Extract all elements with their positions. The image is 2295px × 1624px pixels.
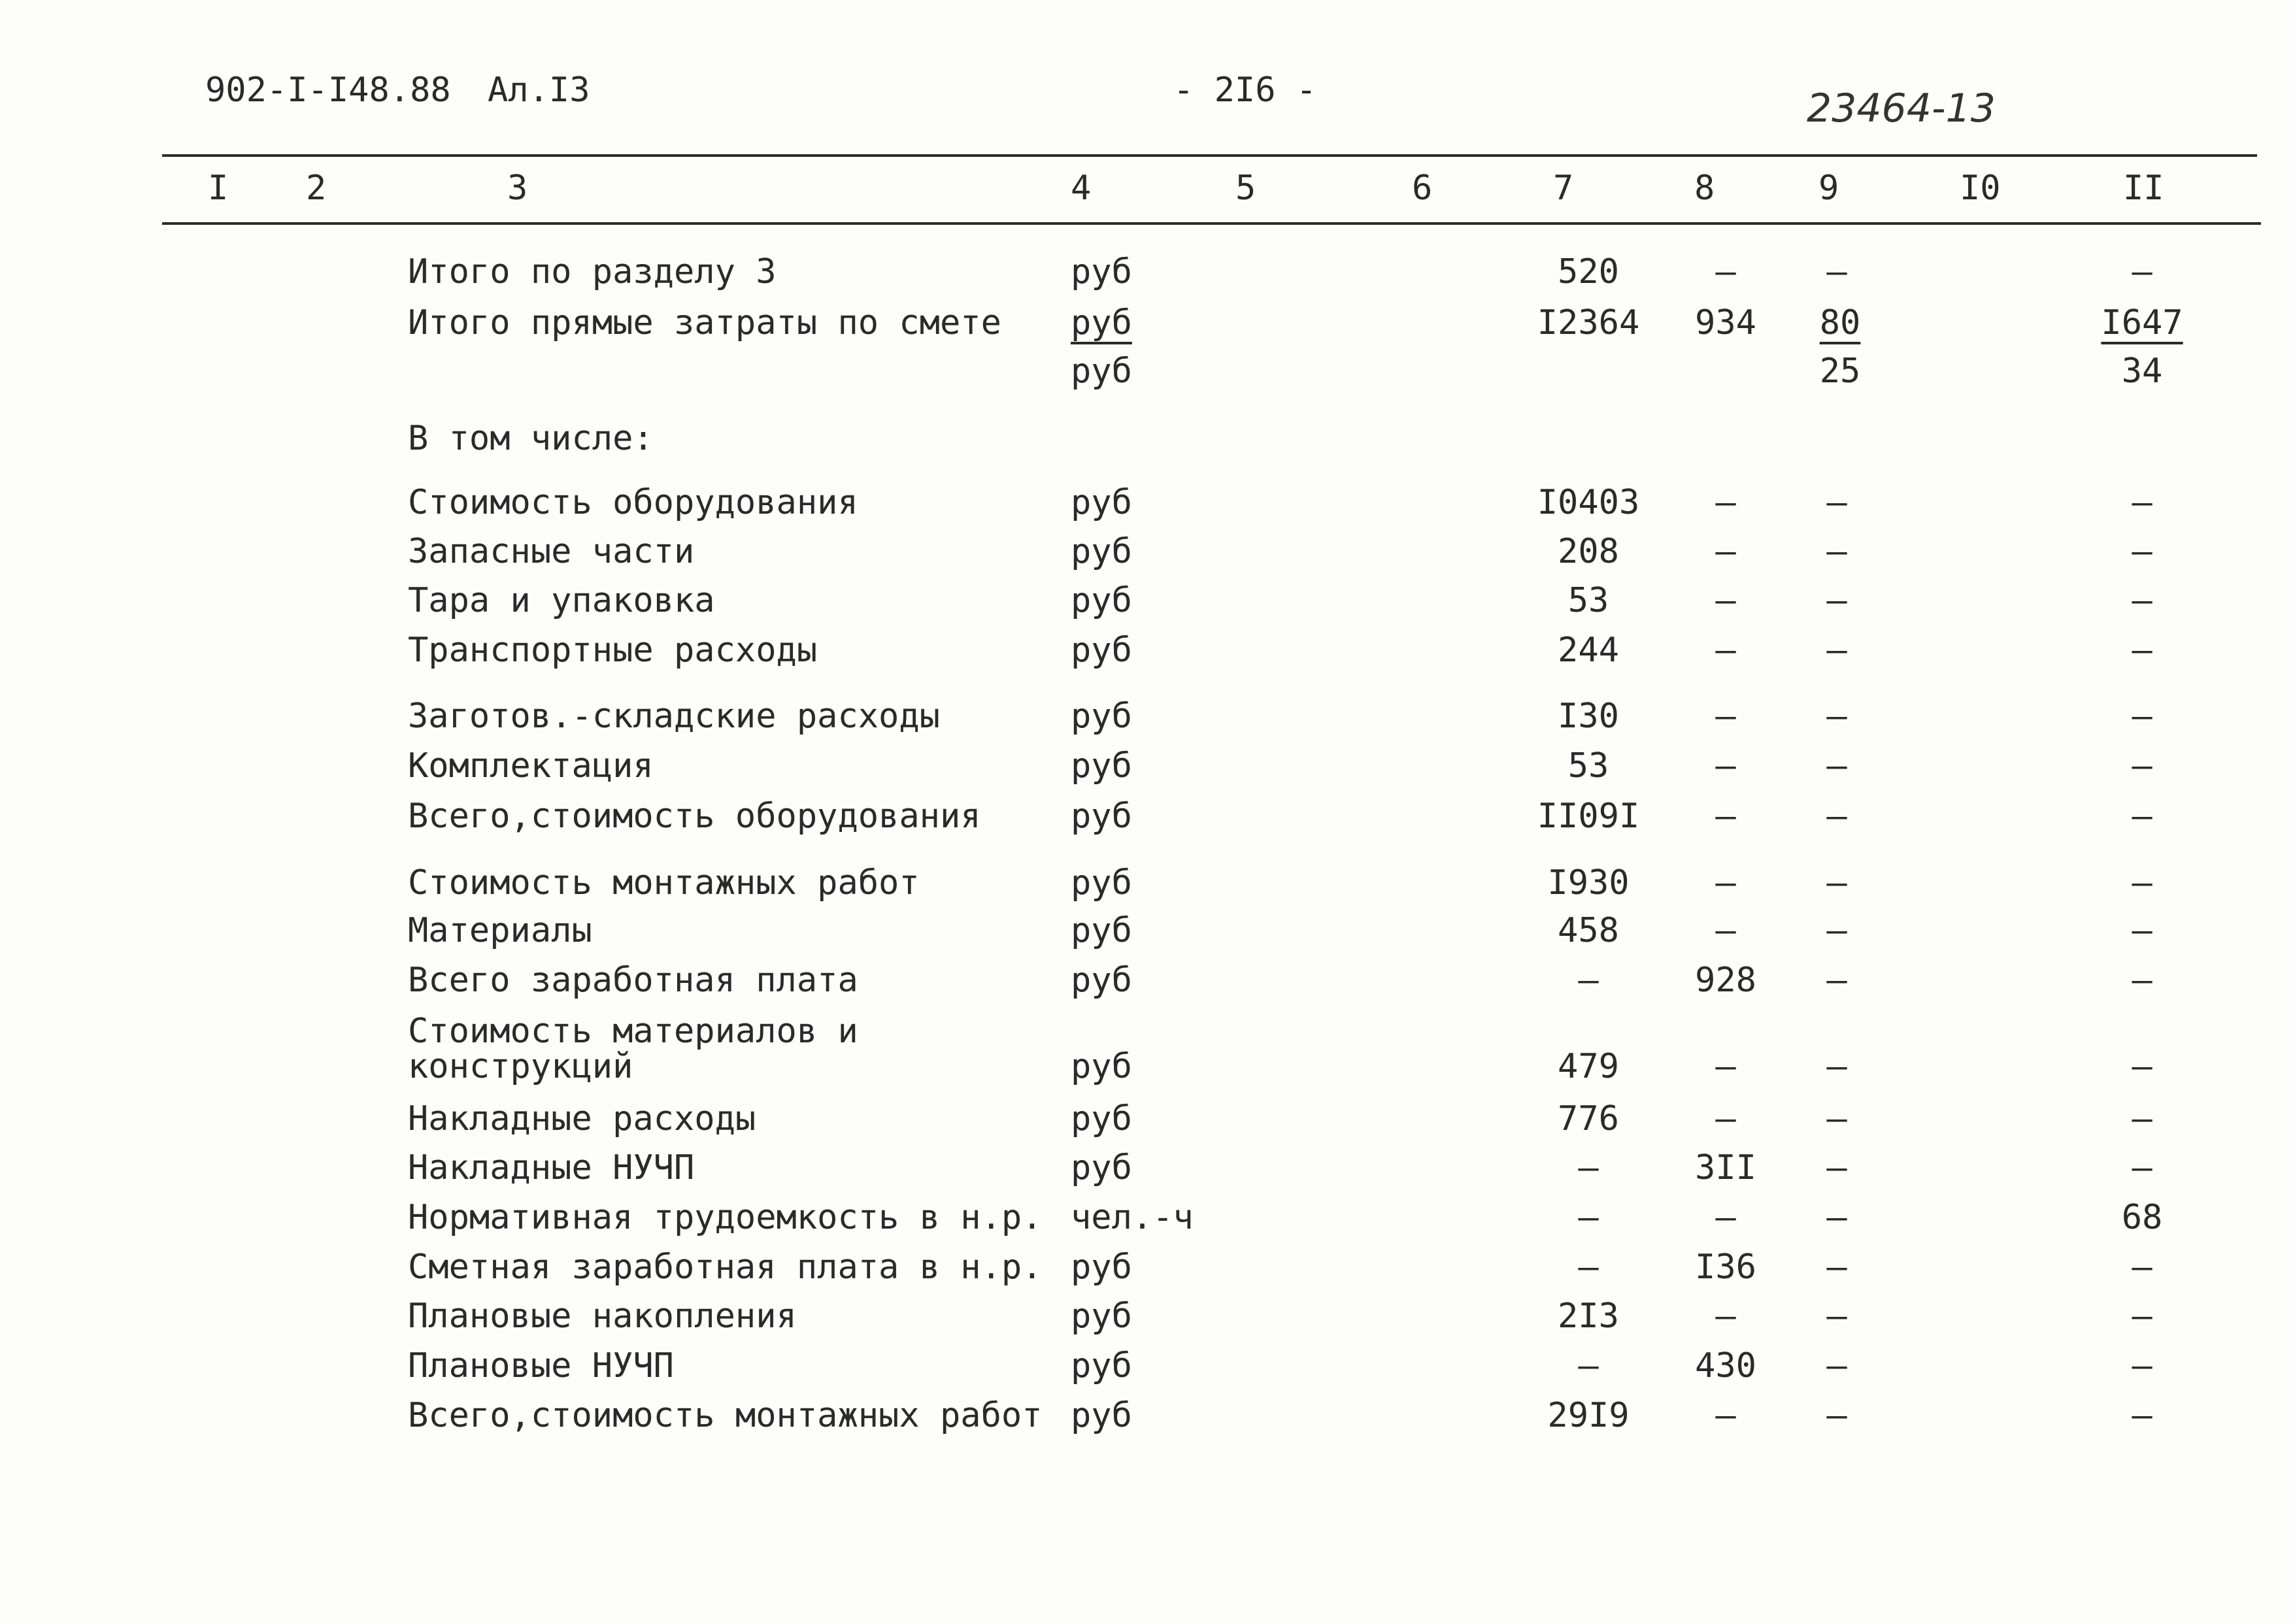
row-value-8: –	[1715, 483, 1736, 522]
row-unit: руб	[1071, 746, 1132, 786]
column-header-4: 4	[1071, 169, 1092, 208]
row-unit: руб	[1071, 1346, 1132, 1385]
row-value-11: –	[2132, 1248, 2153, 1287]
row-label: Стоимость монтажных работ	[408, 863, 920, 903]
row-value-8: –	[1715, 1198, 1736, 1237]
row-label: Накладные расходы	[408, 1099, 756, 1138]
row-value-7: I2364	[1537, 303, 1640, 342]
row-value-8: 928	[1695, 961, 1756, 1000]
row-value-11: –	[2132, 1148, 2153, 1187]
row-value-7: 53	[1567, 581, 1609, 620]
row-value-7: 2I3	[1558, 1297, 1619, 1336]
row-unit: руб	[1071, 797, 1132, 836]
row-value-9: –	[1826, 1297, 1847, 1336]
row-value-9: –	[1826, 483, 1847, 522]
row-value-8: –	[1715, 631, 1736, 670]
row-value-9: –	[1826, 797, 1847, 836]
column-header-10: I0	[1960, 169, 2001, 208]
row-value-7: –	[1578, 1346, 1599, 1385]
row-value-8: –	[1715, 252, 1736, 291]
row-value-8: –	[1715, 1396, 1736, 1435]
row-value-8: –	[1715, 797, 1736, 836]
row-value-9: 25	[1819, 352, 1861, 391]
row-unit: руб	[1071, 483, 1132, 522]
row-value-7: I930	[1547, 863, 1630, 903]
row-value-11: –	[2132, 581, 2153, 620]
row-value-11: 68	[2121, 1198, 2163, 1237]
row-unit: руб	[1071, 911, 1132, 950]
row-label: Всего,стоимость монтажных работ	[408, 1396, 1043, 1435]
row-unit: чел.-ч	[1071, 1198, 1194, 1237]
row-label: Материалы	[408, 911, 592, 950]
row-value-9: –	[1826, 746, 1847, 786]
row-value-11: –	[2132, 532, 2153, 571]
row-value-7: 244	[1558, 631, 1619, 670]
row-value-8: 3II	[1695, 1148, 1756, 1187]
row-value-9: –	[1826, 1198, 1847, 1237]
column-header-3: 3	[507, 169, 528, 208]
row-label: Всего,стоимость оборудования	[408, 797, 981, 836]
row-value-9: –	[1826, 581, 1847, 620]
row-label: конструкций	[408, 1047, 633, 1086]
row-label: Плановые НУЧП	[408, 1346, 674, 1385]
row-value-9: –	[1826, 1099, 1847, 1138]
page-number: - 2I6 -	[1173, 71, 1317, 110]
row-value-7: 479	[1558, 1047, 1619, 1086]
row-value-11: –	[2132, 746, 2153, 786]
row-unit: руб	[1071, 863, 1132, 903]
row-unit: руб	[1071, 1297, 1132, 1336]
row-value-11: –	[2132, 797, 2153, 836]
row-value-11: I647	[2101, 303, 2183, 342]
row-value-8: –	[1715, 746, 1736, 786]
column-header-2: 2	[306, 169, 327, 208]
row-value-7: I0403	[1537, 483, 1640, 522]
row-unit: руб	[1071, 352, 1132, 391]
row-value-11: 34	[2121, 352, 2163, 391]
row-unit: руб	[1071, 303, 1132, 342]
row-label: Накладные НУЧП	[408, 1148, 695, 1187]
row-value-11: –	[2132, 1099, 2153, 1138]
row-value-9: –	[1826, 252, 1847, 291]
row-label: Стоимость оборудования	[408, 483, 858, 522]
row-value-8: –	[1715, 581, 1736, 620]
row-label: Сметная заработная плата в н.р.	[408, 1248, 1043, 1287]
row-label: Тара и упаковка	[408, 581, 715, 620]
row-unit: руб	[1071, 252, 1132, 291]
row-label: Плановые накопления	[408, 1297, 797, 1336]
row-label: Итого прямые затраты по смете	[408, 303, 1001, 342]
row-value-7: 29I9	[1547, 1396, 1630, 1435]
column-header-11: II	[2123, 169, 2164, 208]
row-value-9: –	[1826, 1148, 1847, 1187]
row-value-11: –	[2132, 1346, 2153, 1385]
row-label: Заготов.-складские расходы	[408, 697, 940, 736]
row-value-11: –	[2132, 697, 2153, 736]
row-value-8: –	[1715, 697, 1736, 736]
row-value-7: I30	[1558, 697, 1619, 736]
row-unit: руб	[1071, 1047, 1132, 1086]
row-value-11: –	[2132, 252, 2153, 291]
row-label: Комплектация	[408, 746, 654, 786]
row-unit: руб	[1071, 1148, 1132, 1187]
row-label: Стоимость материалов и	[408, 1012, 858, 1051]
row-value-9: –	[1826, 961, 1847, 1000]
row-value-7: –	[1578, 1248, 1599, 1287]
row-value-11: –	[2132, 631, 2153, 670]
row-value-9: –	[1826, 631, 1847, 670]
row-value-8: I36	[1695, 1248, 1756, 1287]
row-unit: руб	[1071, 961, 1132, 1000]
row-label: Итого по разделу 3	[408, 252, 777, 291]
row-value-7: 208	[1558, 532, 1619, 571]
row-value-8: 934	[1695, 303, 1756, 342]
row-value-7: 520	[1558, 252, 1619, 291]
column-header-5: 5	[1235, 169, 1256, 208]
row-unit: руб	[1071, 532, 1132, 571]
row-value-8: –	[1715, 532, 1736, 571]
row-value-11: –	[2132, 1396, 2153, 1435]
row-value-8: –	[1715, 1297, 1736, 1336]
row-value-9: –	[1826, 532, 1847, 571]
row-label: Всего заработная плата	[408, 961, 858, 1000]
row-value-9: –	[1826, 863, 1847, 903]
row-value-11: –	[2132, 483, 2153, 522]
row-label: В том числе:	[408, 419, 654, 458]
row-value-11: –	[2132, 911, 2153, 950]
row-unit: руб	[1071, 697, 1132, 736]
column-header-1: I	[208, 169, 229, 208]
column-header-8: 8	[1694, 169, 1715, 208]
row-value-9: –	[1826, 1248, 1847, 1287]
row-value-9: –	[1826, 1047, 1847, 1086]
row-value-8: –	[1715, 1099, 1736, 1138]
row-value-9: –	[1826, 697, 1847, 736]
column-header-7: 7	[1553, 169, 1574, 208]
row-unit: руб	[1071, 1396, 1132, 1435]
sheet-number: Ал.I3	[488, 71, 590, 110]
row-label: Транспортные расходы	[408, 631, 818, 670]
handwritten-stamp-number: 23464-13	[1807, 86, 1996, 131]
row-value-8: –	[1715, 863, 1736, 903]
column-header-9: 9	[1818, 169, 1839, 208]
row-unit: руб	[1071, 1248, 1132, 1287]
row-value-7: 53	[1567, 746, 1609, 786]
row-value-9: 80	[1819, 303, 1861, 342]
row-unit: руб	[1071, 631, 1132, 670]
row-value-11: –	[2132, 1297, 2153, 1336]
row-value-8: –	[1715, 911, 1736, 950]
row-unit: руб	[1071, 1099, 1132, 1138]
column-header-6: 6	[1412, 169, 1433, 208]
row-value-9: –	[1826, 1396, 1847, 1435]
row-value-8: –	[1715, 1047, 1736, 1086]
row-value-7: 458	[1558, 911, 1619, 950]
row-value-7: –	[1578, 961, 1599, 1000]
row-value-9: –	[1826, 911, 1847, 950]
row-label: Запасные части	[408, 532, 695, 571]
row-unit: руб	[1071, 581, 1132, 620]
row-value-7: 776	[1558, 1099, 1619, 1138]
row-value-7: II09I	[1537, 797, 1640, 836]
document-code: 902-I-I48.88	[205, 71, 451, 110]
row-label: Нормативная трудоемкость в н.р.	[408, 1198, 1043, 1237]
row-value-7: –	[1578, 1198, 1599, 1237]
row-value-11: –	[2132, 863, 2153, 903]
row-value-9: –	[1826, 1346, 1847, 1385]
row-value-11: –	[2132, 1047, 2153, 1086]
row-value-11: –	[2132, 961, 2153, 1000]
row-value-7: –	[1578, 1148, 1599, 1187]
row-value-8: 430	[1695, 1346, 1756, 1385]
